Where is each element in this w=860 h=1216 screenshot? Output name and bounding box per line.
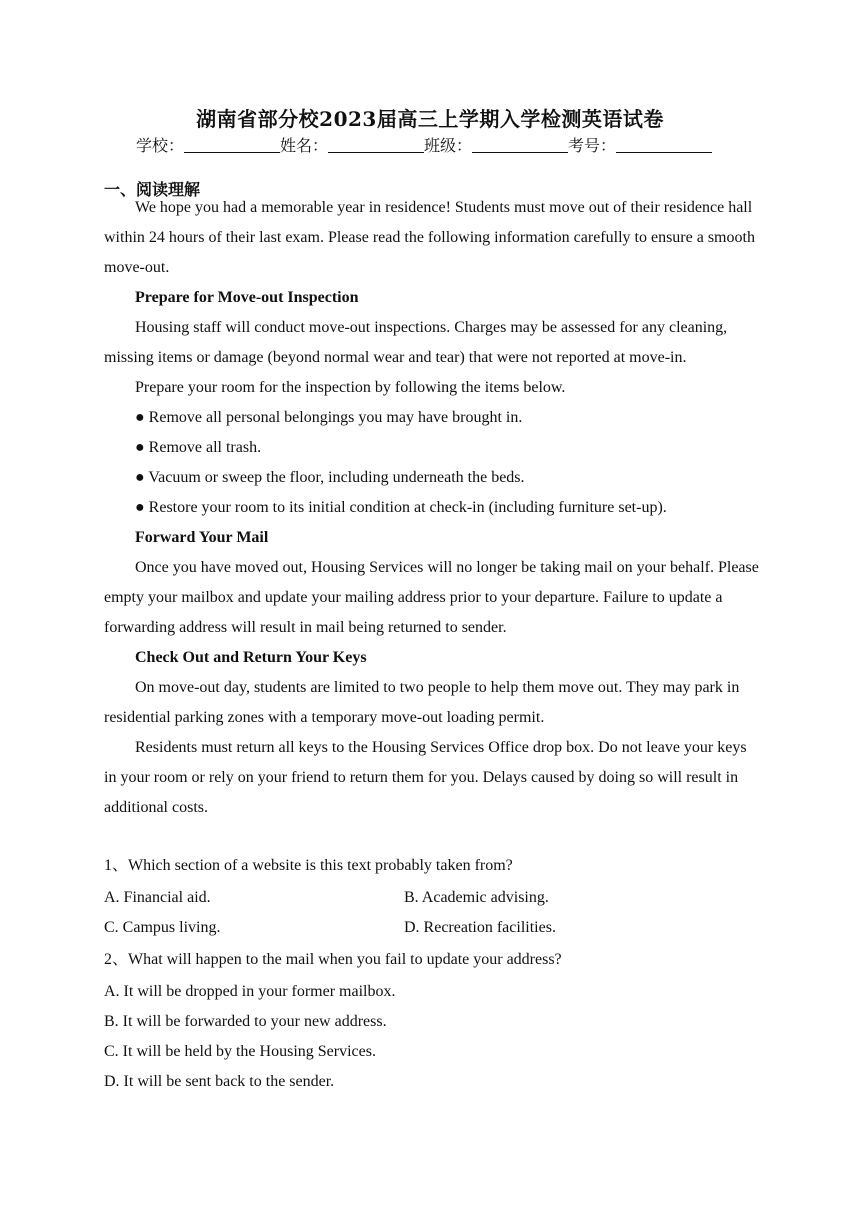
- bullet-item: ● Remove all personal belongings you may have brought in.: [135, 409, 523, 426]
- school-blank: [184, 136, 280, 153]
- bullet-item: ● Restore your room to its initial condition at check-in (including furniture set-up).: [135, 499, 667, 516]
- exam-number-label: 考号：: [568, 136, 617, 155]
- section-heading: 一、阅读理解: [104, 180, 201, 199]
- question-1-stem: 1、Which section of a website is this text probably taken from?: [104, 857, 513, 874]
- question-2-stem: 2、What will happen to the mail when you fail to update your address?: [104, 951, 562, 968]
- class-label: 班级：: [424, 136, 473, 155]
- exam-number-blank: [616, 136, 712, 153]
- q2-option-d: D. It will be sent back to the sender.: [104, 1073, 335, 1090]
- q1-option-b: B. Academic advising.: [404, 889, 549, 906]
- school-label: 学校：: [136, 136, 185, 155]
- q1-option-a: A. Financial aid.: [104, 889, 211, 906]
- q2-option-c: C. It will be held by the Housing Services.: [104, 1043, 376, 1060]
- page-title: 湖南省部分校2023届高三上学期入学检测英语试卷: [196, 107, 664, 131]
- q1-option-d: D. Recreation facilities.: [404, 919, 556, 936]
- subheading-inspection: Prepare for Move-out Inspection: [135, 289, 359, 306]
- bullet-item: ● Vacuum or sweep the floor, including underneath the beds.: [135, 469, 525, 486]
- class-blank: [472, 136, 568, 153]
- subheading-mail: Forward Your Mail: [135, 529, 269, 546]
- bullet-item: ● Remove all trash.: [135, 439, 262, 456]
- name-label: 姓名：: [280, 136, 329, 155]
- passage-paragraph: Prepare your room for the inspection by following the items below.: [135, 379, 566, 396]
- q2-option-b: B. It will be forwarded to your new address.: [104, 1013, 387, 1030]
- passage-paragraph: Residents must return all keys to the Housing Services Office drop box. Do not leave your keys in your room or rely on your friend to return them for you. Delays caused by doing so will result in additional costs.: [104, 739, 747, 816]
- name-blank: [328, 136, 424, 153]
- passage-paragraph: Housing staff will conduct move-out inspections. Charges may be assessed for any cleaning, missing items or damage (beyond normal wear and tear) that were not reported at move-in.: [104, 319, 728, 366]
- q2-option-a: A. It will be dropped in your former mailbox.: [104, 983, 396, 1000]
- subheading-keys: Check Out and Return Your Keys: [135, 649, 367, 666]
- passage-paragraph: Once you have moved out, Housing Services will no longer be taking mail on your behalf. Please empty your mailbox and update your mailing address prior to your departure. Failure to update a forwarding address will result in mail being returned to sender.: [104, 559, 759, 636]
- q1-option-c: C. Campus living.: [104, 919, 221, 936]
- student-info-line: [136, 133, 712, 156]
- passage-paragraph: On move-out day, students are limited to two people to help them move out. They may park in residential parking zones with a temporary move-out loading permit.: [104, 679, 740, 726]
- reading-passage: [104, 193, 759, 823]
- passage-intro: We hope you had a memorable year in residence! Students must move out of their residence hall within 24 hours of their last exam. Please read the following information carefully to ensure a smooth move-out.: [104, 199, 755, 276]
